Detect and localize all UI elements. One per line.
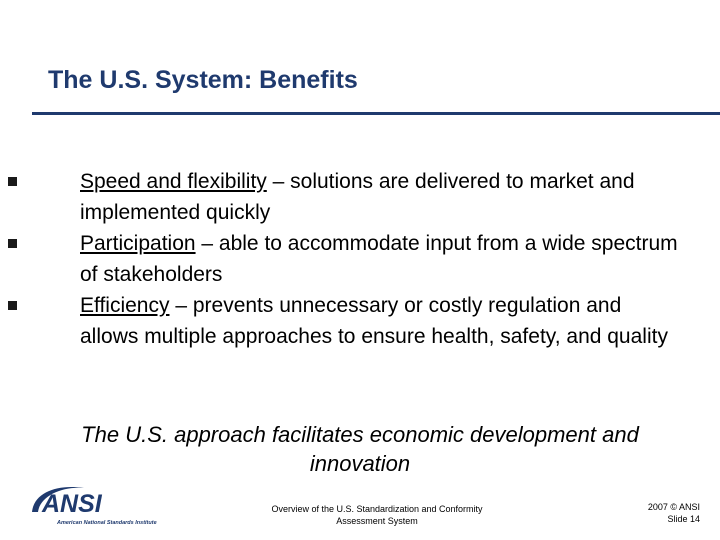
footer-title-line-2: Assessment System bbox=[336, 516, 418, 526]
copyright: 2007 © ANSI bbox=[647, 502, 700, 512]
bullet-term: Efficiency bbox=[80, 294, 170, 317]
square-bullet-icon bbox=[8, 177, 17, 186]
footer-title-line-1: Overview of the U.S. Standardization and Conformity bbox=[271, 504, 483, 514]
slide-number: Slide 14 bbox=[667, 514, 700, 524]
bullet-text: – solutions are delivered to market and implemented quickly bbox=[80, 170, 635, 224]
logo-subtext: American National Standards Institute bbox=[57, 520, 157, 526]
bullet-text: – able to accommodate input from a wide spectrum of stakeholders bbox=[80, 232, 678, 286]
bullet-text: – prevents unnecessary or costly regulation and allows multiple approaches to ensure health, safety, and quality bbox=[80, 294, 668, 348]
conclusion-text: The U.S. approach facilitates economic development and innovation bbox=[81, 422, 639, 476]
ansi-logo bbox=[28, 482, 168, 528]
bullet-item-speed bbox=[62, 166, 682, 228]
square-bullet-icon bbox=[8, 301, 17, 310]
slide-title: The U.S. System: Benefits bbox=[48, 66, 358, 94]
bullet-term: Speed and flexibility bbox=[80, 170, 267, 193]
footer-slide-info bbox=[620, 501, 700, 525]
bullet-list bbox=[62, 166, 682, 352]
title-divider bbox=[32, 112, 720, 115]
bullet-item-participation bbox=[62, 228, 682, 290]
logo-text: ANSI bbox=[42, 490, 102, 518]
bullet-term: Participation bbox=[80, 232, 196, 255]
square-bullet-icon bbox=[8, 239, 17, 248]
bullet-item-efficiency bbox=[62, 290, 682, 352]
footer-presentation-title bbox=[252, 503, 502, 527]
